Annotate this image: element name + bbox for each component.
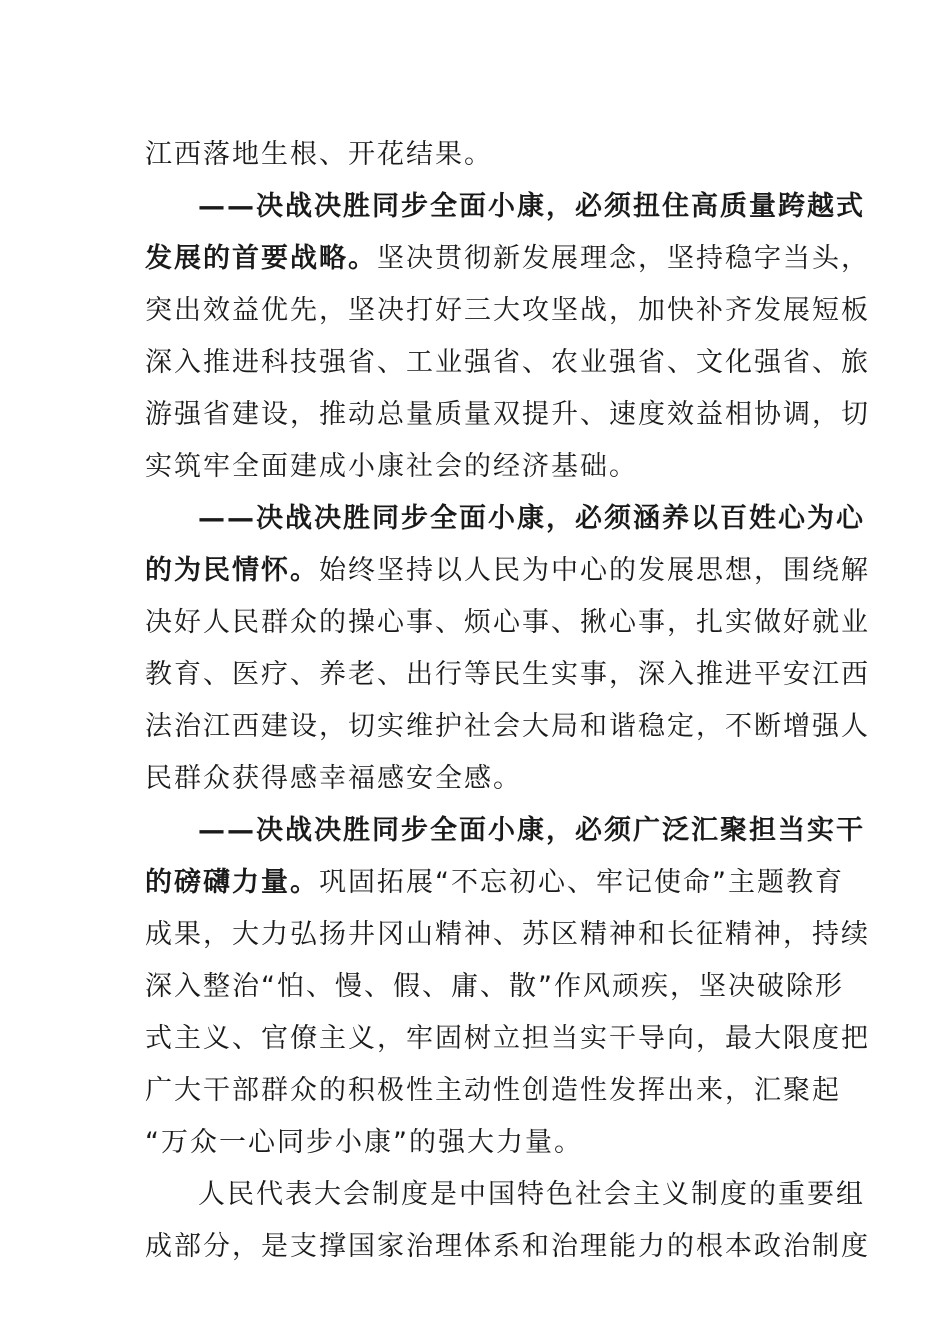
line-bold-text: ——决战决胜同步全面小康，必须广泛汇聚担当实干 xyxy=(198,815,865,846)
line-text: 决好人民群众的操心事、烦心事、揪心事，扎实做好就业 xyxy=(145,607,870,638)
text-line xyxy=(145,292,870,330)
text-line xyxy=(145,864,844,902)
text-line xyxy=(145,656,870,694)
line-text: 游强省建设，推动总量质量双提升、速度效益相协调，切 xyxy=(145,399,870,430)
line-bold-text: 发展的首要战略。 xyxy=(145,243,377,274)
line-bold-text: 的磅礴力量。 xyxy=(145,867,319,898)
text-line xyxy=(145,604,870,642)
text-line xyxy=(145,708,870,746)
line-text: 成部分，是支撑国家治理体系和治理能力的根本政治制度 xyxy=(145,1231,870,1262)
line-bold-text: ——决战决胜同步全面小康，必须扭住高质量跨越式 xyxy=(198,191,865,222)
line-text: 成果，大力弘扬井冈山精神、苏区精神和长征精神，持续 xyxy=(145,919,870,950)
line-text: “万众一心同步小康”的强大力量。 xyxy=(145,1127,583,1158)
heading-line xyxy=(198,500,865,538)
text-line xyxy=(145,552,870,590)
line-bold-text: ——决战决胜同步全面小康，必须涵养以百姓心为心 xyxy=(198,503,865,534)
line-text: 式主义、官僚主义，牢固树立担当实干导向，最大限度把 xyxy=(145,1023,870,1054)
text-line xyxy=(145,136,805,174)
line-text: 江西落地生根、开花结果。 xyxy=(145,139,493,170)
line-text: 广大干部群众的积极性主动性创造性发挥出来，汇聚起 xyxy=(145,1075,841,1106)
text-line xyxy=(145,396,870,434)
line-text: 民群众获得感幸福感安全感。 xyxy=(145,763,522,794)
paragraph-first-line xyxy=(198,1176,865,1214)
text-line xyxy=(145,1124,805,1162)
line-text: 教育、医疗、养老、出行等民生实事，深入推进平安江西 xyxy=(145,659,870,690)
line-text: 突出效益优先，坚决打好三大攻坚战，加快补齐发展短板 xyxy=(145,295,870,326)
text-line xyxy=(145,760,805,798)
line-text: 人民代表大会制度是中国特色社会主义制度的重要组 xyxy=(198,1179,865,1210)
text-line xyxy=(145,916,870,954)
line-text: 实筑牢全面建成小康社会的经济基础。 xyxy=(145,451,638,482)
text-line xyxy=(145,1072,841,1110)
text-line xyxy=(145,240,870,278)
line-text: 深入整治“怕、慢、假、庸、散”作风顽疾，坚决破除形 xyxy=(145,971,844,1002)
heading-line xyxy=(198,812,865,850)
text-line xyxy=(145,968,844,1006)
text-line xyxy=(145,344,870,382)
line-text: 始终坚持以人民为中心的发展思想，围绕解 xyxy=(319,555,870,586)
line-text: 巩固拓展“不忘初心、牢记使命”主题教育 xyxy=(319,867,844,898)
text-line xyxy=(145,1228,870,1266)
line-text: 坚决贯彻新发展理念，坚持稳字当头， xyxy=(377,243,870,274)
line-text: 深入推进科技强省、工业强省、农业强省、文化强省、旅 xyxy=(145,347,870,378)
text-line xyxy=(145,448,805,486)
heading-line xyxy=(198,188,865,226)
line-bold-text: 的为民情怀。 xyxy=(145,555,319,586)
line-text: 法治江西建设，切实维护社会大局和谐稳定，不断增强人 xyxy=(145,711,870,742)
text-line xyxy=(145,1020,870,1058)
